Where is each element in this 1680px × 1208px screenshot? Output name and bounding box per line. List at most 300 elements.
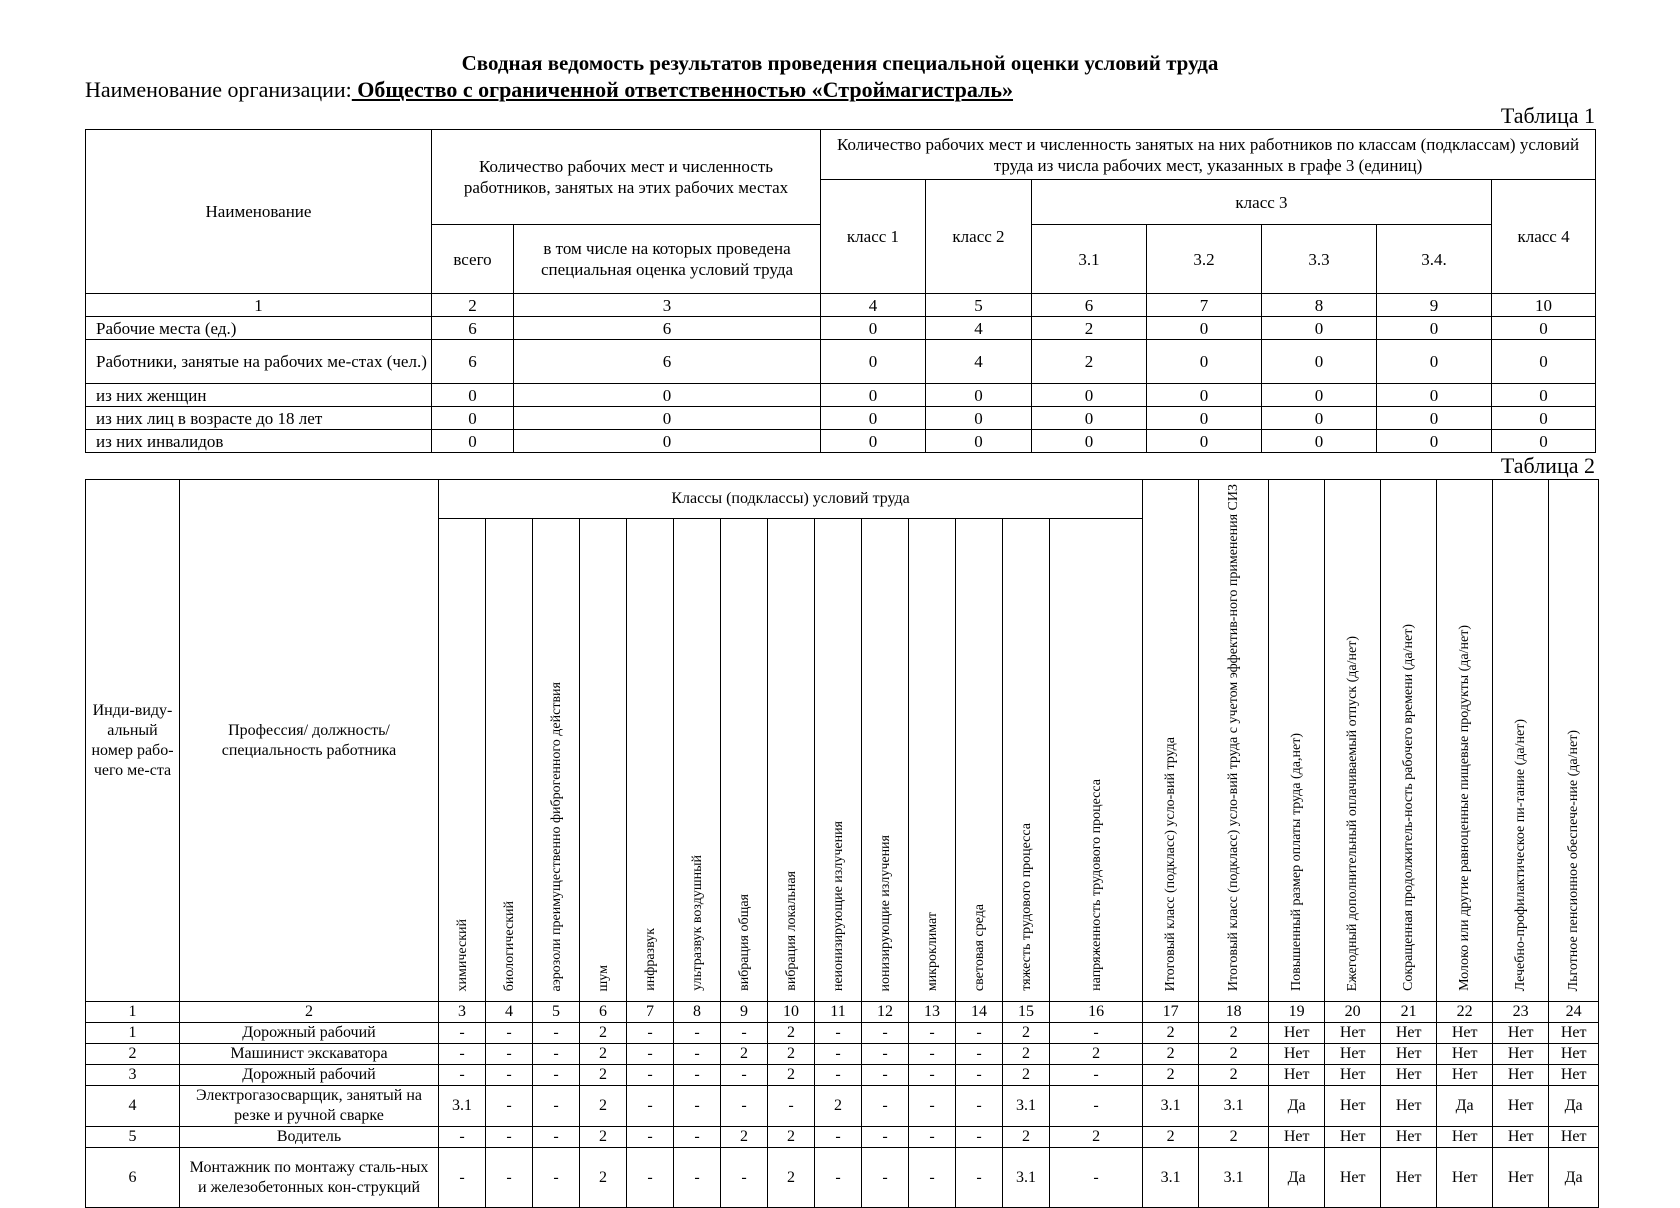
table-cell: 0: [1262, 317, 1377, 340]
table-cell: 0: [1147, 340, 1262, 384]
row-label: Работники, занятые на рабочих ме-стах (чел.): [86, 340, 432, 384]
result-header: [1493, 480, 1549, 1002]
t2-header-num: Инди-виду-альный номер рабо-чего ме-ста: [86, 480, 180, 1002]
table-cell: -: [486, 1148, 533, 1208]
table-cell: -: [815, 1023, 862, 1044]
table-cell: 0: [1492, 317, 1596, 340]
table-cell: Нет: [1381, 1065, 1437, 1086]
table-cell: Нет: [1325, 1065, 1381, 1086]
table-cell: -: [486, 1065, 533, 1086]
table-cell: 2: [1143, 1023, 1199, 1044]
row-label: из них инвалидов: [86, 430, 432, 453]
table-cell: -: [674, 1086, 721, 1127]
table-cell: -: [533, 1127, 580, 1148]
table-cell: -: [909, 1148, 956, 1208]
table-cell: 2: [1199, 1023, 1269, 1044]
table-cell: -: [674, 1044, 721, 1065]
workplace-number: 1: [86, 1023, 180, 1044]
factor-header: [1003, 518, 1050, 1001]
result-header: [1143, 480, 1199, 1002]
factor-header: [580, 518, 627, 1001]
table-cell: -: [768, 1086, 815, 1127]
factor-header-text: световая среда: [971, 904, 987, 992]
table-cell: Нет: [1325, 1148, 1381, 1208]
table-cell: -: [909, 1127, 956, 1148]
table-cell: -: [909, 1086, 956, 1127]
table-cell: 4: [926, 340, 1032, 384]
table-cell: 2: [1143, 1044, 1199, 1065]
column-number: 14: [956, 1002, 1003, 1023]
result-header-text: Льготное пенсионное обеспече-ние (да/нет): [1566, 729, 1582, 992]
table-cell: 0: [821, 384, 926, 407]
table-cell: Нет: [1493, 1148, 1549, 1208]
column-number: 13: [909, 1002, 956, 1023]
table-cell: Нет: [1493, 1023, 1549, 1044]
table-cell: 2: [721, 1044, 768, 1065]
table-cell: 0: [926, 430, 1032, 453]
table-cell: -: [674, 1023, 721, 1044]
column-number: 4: [821, 294, 926, 317]
column-number: 4: [486, 1002, 533, 1023]
table-cell: 0: [514, 384, 821, 407]
table-cell: -: [721, 1065, 768, 1086]
profession-name: Электрогазосварщик, занятый на резке и ручной сварке: [180, 1086, 439, 1127]
factor-header-text: биологический: [501, 900, 517, 992]
factor-header-text: вибрация локальная: [783, 871, 799, 992]
profession-name: Дорожный рабочий: [180, 1065, 439, 1086]
table-cell: Нет: [1325, 1044, 1381, 1065]
workplace-table: [85, 479, 1599, 1208]
table-cell: 2: [1199, 1065, 1269, 1086]
table-cell: Нет: [1269, 1023, 1325, 1044]
table-cell: 0: [1032, 407, 1147, 430]
table-cell: 4: [926, 317, 1032, 340]
table-cell: 0: [1262, 340, 1377, 384]
workplace-number: 5: [86, 1127, 180, 1148]
table-cell: 6: [432, 340, 514, 384]
table-cell: Нет: [1493, 1065, 1549, 1086]
table-cell: Нет: [1381, 1086, 1437, 1127]
table-cell: Да: [1549, 1148, 1599, 1208]
table-cell: 2: [580, 1065, 627, 1086]
table-cell: Нет: [1437, 1127, 1493, 1148]
table-cell: 2: [580, 1127, 627, 1148]
table-cell: 0: [1377, 430, 1492, 453]
profession-name: Дорожный рабочий: [180, 1023, 439, 1044]
table-cell: -: [815, 1044, 862, 1065]
t2-column-numbers: [86, 1002, 1599, 1023]
factor-header-text: аэрозоли преимущественно фиброгенного действия: [548, 681, 564, 992]
column-number: 6: [1032, 294, 1147, 317]
table-cell: Нет: [1549, 1023, 1599, 1044]
table-cell: -: [627, 1044, 674, 1065]
factor-header-text: ультразвук воздушный: [689, 855, 705, 992]
table-cell: 0: [821, 430, 926, 453]
column-number: 7: [1147, 294, 1262, 317]
column-number: 12: [862, 1002, 909, 1023]
table-cell: -: [815, 1148, 862, 1208]
table-cell: -: [862, 1065, 909, 1086]
table-cell: Нет: [1269, 1065, 1325, 1086]
table-cell: 0: [1492, 407, 1596, 430]
table-cell: 2: [815, 1086, 862, 1127]
t1-header-class4: класс 4: [1492, 180, 1596, 294]
table-cell: 2: [1199, 1127, 1269, 1148]
t1-header-3-2: 3.2: [1147, 225, 1262, 294]
table-row: [86, 1086, 1599, 1127]
workplace-number: 2: [86, 1044, 180, 1065]
column-number: 7: [627, 1002, 674, 1023]
table-cell: -: [674, 1065, 721, 1086]
table-cell: -: [627, 1023, 674, 1044]
column-number: 1: [86, 294, 432, 317]
table-cell: Да: [1437, 1086, 1493, 1127]
table-cell: 2: [1003, 1065, 1050, 1086]
result-header-text: Ежегодный дополнительный оплачиваемый отпуск (да/нет): [1345, 635, 1361, 992]
table-cell: 6: [514, 340, 821, 384]
table-cell: -: [1050, 1065, 1143, 1086]
t1-header-name: Наименование: [86, 130, 432, 294]
factor-header: [486, 518, 533, 1001]
table-cell: Да: [1269, 1148, 1325, 1208]
table-cell: 3.1: [1003, 1086, 1050, 1127]
column-number: 19: [1269, 1002, 1325, 1023]
t1-header-classes: Количество рабочих мест и численность занятых на них работников по классам (подклассам) условий труда из числа рабочих мест, указанных в графе 3 (единиц): [821, 130, 1596, 180]
factor-header-text: химический: [454, 918, 470, 992]
column-number: 21: [1381, 1002, 1437, 1023]
table-cell: 2: [1050, 1127, 1143, 1148]
t1-header-class2: класс 2: [926, 180, 1032, 294]
column-number: 20: [1325, 1002, 1381, 1023]
factor-header: [862, 518, 909, 1001]
result-header-text: Итоговый класс (подкласс) усло-вий труда: [1163, 736, 1179, 992]
table-cell: Нет: [1493, 1044, 1549, 1065]
row-label: Рабочие места (ед.): [86, 317, 432, 340]
table-cell: 3.1: [1003, 1148, 1050, 1208]
table-cell: -: [486, 1086, 533, 1127]
factor-header: [674, 518, 721, 1001]
table-cell: 0: [1147, 317, 1262, 340]
column-number: 8: [674, 1002, 721, 1023]
column-number: 17: [1143, 1002, 1199, 1023]
table-cell: 2: [1143, 1065, 1199, 1086]
table-cell: -: [862, 1148, 909, 1208]
table-cell: 0: [821, 317, 926, 340]
table-cell: Нет: [1549, 1065, 1599, 1086]
table-cell: -: [486, 1023, 533, 1044]
table-cell: -: [439, 1023, 486, 1044]
table-cell: -: [721, 1023, 768, 1044]
table-cell: 6: [514, 317, 821, 340]
table-cell: 0: [1377, 407, 1492, 430]
table-cell: -: [533, 1023, 580, 1044]
factor-header-text: напряженность трудового процесса: [1088, 779, 1104, 992]
factor-header: [439, 518, 486, 1001]
profession-name: Монтажник по монтажу сталь-ных и железобетонных кон-струкций: [180, 1148, 439, 1208]
profession-name: Водитель: [180, 1127, 439, 1148]
table-cell: 2: [1003, 1023, 1050, 1044]
column-number: 1: [86, 1002, 180, 1023]
table-cell: -: [439, 1044, 486, 1065]
workplace-number: 4: [86, 1086, 180, 1127]
result-header: [1437, 480, 1493, 1002]
column-number: 8: [1262, 294, 1377, 317]
table-cell: -: [956, 1148, 1003, 1208]
table-cell: -: [627, 1086, 674, 1127]
table-cell: -: [862, 1023, 909, 1044]
column-number: 10: [1492, 294, 1596, 317]
column-number: 3: [514, 294, 821, 317]
t2-header-profession: Профессия/ должность/ специальность работника: [180, 480, 439, 1002]
table-cell: 0: [514, 407, 821, 430]
table2-caption: Таблица 2: [1500, 453, 1595, 478]
table-cell: 2: [1199, 1044, 1269, 1065]
organization-name: Общество с ограниченной ответственностью «Строймагистраль»: [351, 77, 1014, 102]
table-cell: 2: [580, 1148, 627, 1208]
workplace-number: 3: [86, 1065, 180, 1086]
column-number: 6: [580, 1002, 627, 1023]
table-cell: 0: [1262, 384, 1377, 407]
table-cell: 0: [1377, 317, 1492, 340]
document-page: [85, 50, 1595, 1208]
table-cell: Да: [1269, 1086, 1325, 1127]
table-cell: 2: [580, 1023, 627, 1044]
factor-header-text: инфразвук: [642, 928, 658, 992]
organization-label: Наименование организации:: [85, 77, 352, 102]
t1-header-class3: класс 3: [1032, 180, 1492, 225]
table-cell: 2: [580, 1086, 627, 1127]
table-cell: Нет: [1493, 1127, 1549, 1148]
table-cell: 0: [1147, 407, 1262, 430]
table-cell: -: [721, 1086, 768, 1127]
result-header: [1381, 480, 1437, 1002]
factor-header: [1050, 518, 1143, 1001]
table-cell: -: [956, 1127, 1003, 1148]
result-header-text: Лечебно-профилактическое пи-тание (да/нет): [1513, 718, 1529, 992]
t1-header-total: всего: [432, 225, 514, 294]
table-row: [86, 1127, 1599, 1148]
table-cell: Нет: [1437, 1044, 1493, 1065]
column-number: 3: [439, 1002, 486, 1023]
column-number: 9: [721, 1002, 768, 1023]
table-cell: 0: [432, 384, 514, 407]
result-header: [1549, 480, 1599, 1002]
table-cell: 2: [768, 1044, 815, 1065]
factor-header: [768, 518, 815, 1001]
column-number: 16: [1050, 1002, 1143, 1023]
table-cell: 3.1: [1143, 1148, 1199, 1208]
table1-caption: Таблица 1: [1500, 103, 1595, 128]
row-label: из них лиц в возрасте до 18 лет: [86, 407, 432, 430]
column-number: 10: [768, 1002, 815, 1023]
table-cell: 0: [1262, 430, 1377, 453]
factor-header: [533, 518, 580, 1001]
table-cell: -: [956, 1086, 1003, 1127]
table-cell: Нет: [1325, 1023, 1381, 1044]
column-number: 11: [815, 1002, 862, 1023]
table-cell: 0: [1262, 407, 1377, 430]
result-header-text: Молоко или другие равноценные пищевые продукты (да/нет): [1457, 625, 1473, 992]
table-cell: -: [533, 1065, 580, 1086]
workplace-number: 6: [86, 1148, 180, 1208]
row-label: из них женщин: [86, 384, 432, 407]
document-title: Сводная ведомость результатов проведения специальной оценки условий труда: [461, 51, 1219, 75]
table-row: [86, 317, 1596, 340]
factor-header: [956, 518, 1003, 1001]
t1-header-count: Количество рабочих мест и численность работников, занятых на этих рабочих местах: [432, 130, 821, 225]
table-cell: 0: [1032, 430, 1147, 453]
table-cell: 2: [768, 1023, 815, 1044]
table-cell: 0: [926, 384, 1032, 407]
factor-header: [815, 518, 862, 1001]
table-cell: 0: [1377, 340, 1492, 384]
table-cell: -: [439, 1148, 486, 1208]
table-cell: 0: [821, 340, 926, 384]
profession-name: Машинист экскаватора: [180, 1044, 439, 1065]
table-cell: Нет: [1437, 1023, 1493, 1044]
factor-header: [909, 518, 956, 1001]
column-number: 2: [180, 1002, 439, 1023]
column-number: 15: [1003, 1002, 1050, 1023]
table-cell: Нет: [1269, 1044, 1325, 1065]
result-header-text: Сокращенная продолжитель-ность рабочего времени (да/нет): [1401, 624, 1417, 992]
table-cell: -: [533, 1086, 580, 1127]
table-row: [86, 1023, 1599, 1044]
table-cell: -: [909, 1065, 956, 1086]
table-cell: Нет: [1381, 1023, 1437, 1044]
column-number: 24: [1549, 1002, 1599, 1023]
table-cell: 2: [768, 1127, 815, 1148]
table-cell: 2: [1143, 1127, 1199, 1148]
table-cell: -: [862, 1086, 909, 1127]
table-cell: Нет: [1325, 1086, 1381, 1127]
table-cell: -: [533, 1044, 580, 1065]
table-cell: -: [956, 1065, 1003, 1086]
result-header-text: Итоговый класс (подкласс) усло-вий труда с учетом эффектив-ного применения СИЗ: [1226, 484, 1242, 992]
table-row: [86, 384, 1596, 407]
t1-header-class1: класс 1: [821, 180, 926, 294]
table-cell: -: [674, 1127, 721, 1148]
table-cell: 0: [926, 407, 1032, 430]
table-row: [86, 1044, 1599, 1065]
table-cell: Нет: [1381, 1127, 1437, 1148]
table-cell: 0: [1032, 384, 1147, 407]
table-cell: 2: [721, 1127, 768, 1148]
column-number: 5: [533, 1002, 580, 1023]
factor-header-text: ионизирующие излучения: [877, 834, 893, 992]
column-number: 22: [1437, 1002, 1493, 1023]
table-cell: -: [956, 1023, 1003, 1044]
table-cell: 0: [514, 430, 821, 453]
table-row: [86, 340, 1596, 384]
t1-column-numbers: [86, 294, 1596, 317]
factor-header-text: вибрация общая: [736, 894, 752, 992]
factor-header: [627, 518, 674, 1001]
table-cell: Нет: [1493, 1086, 1549, 1127]
table-cell: -: [721, 1148, 768, 1208]
table-cell: 0: [1492, 384, 1596, 407]
table-cell: Нет: [1437, 1065, 1493, 1086]
table-cell: -: [815, 1127, 862, 1148]
table-cell: -: [1050, 1023, 1143, 1044]
result-header-text: Повышенный размер оплаты труда (да,нет): [1289, 733, 1305, 992]
result-header: [1325, 480, 1381, 1002]
table-cell: -: [956, 1044, 1003, 1065]
table-cell: 2: [768, 1065, 815, 1086]
table-cell: 6: [432, 317, 514, 340]
t1-header-3-1: 3.1: [1032, 225, 1147, 294]
table-cell: Да: [1549, 1086, 1599, 1127]
table-cell: -: [815, 1065, 862, 1086]
column-number: 18: [1199, 1002, 1269, 1023]
table-cell: Нет: [1381, 1044, 1437, 1065]
table-cell: -: [486, 1127, 533, 1148]
table-cell: 3.1: [1199, 1148, 1269, 1208]
table-cell: -: [1050, 1148, 1143, 1208]
table-cell: -: [909, 1044, 956, 1065]
column-number: 9: [1377, 294, 1492, 317]
table-cell: 2: [580, 1044, 627, 1065]
table-cell: -: [627, 1127, 674, 1148]
t1-header-assessed: в том числе на которых проведена специальная оценка условий труда: [514, 225, 821, 294]
table-cell: Нет: [1325, 1127, 1381, 1148]
factor-header-text: тяжесть трудового процесса: [1018, 823, 1034, 992]
table-cell: -: [627, 1148, 674, 1208]
factor-header-text: микроклимат: [924, 911, 940, 992]
table-cell: 0: [1492, 340, 1596, 384]
factor-header-text: шум: [595, 964, 611, 992]
table-cell: 2: [1050, 1044, 1143, 1065]
table-cell: -: [439, 1127, 486, 1148]
factor-header-text: неионизирующие излучения: [830, 820, 846, 992]
table-cell: -: [1050, 1086, 1143, 1127]
table-cell: Нет: [1549, 1127, 1599, 1148]
table-row: [86, 1065, 1599, 1086]
table-cell: 3.1: [439, 1086, 486, 1127]
column-number: 23: [1493, 1002, 1549, 1023]
table-cell: -: [862, 1127, 909, 1148]
table-cell: 0: [432, 430, 514, 453]
table-cell: 2: [1003, 1044, 1050, 1065]
table-cell: -: [439, 1065, 486, 1086]
organization-line: [85, 76, 1595, 103]
table-cell: 0: [1147, 384, 1262, 407]
table-cell: -: [486, 1044, 533, 1065]
table-row: [86, 430, 1596, 453]
table-cell: Нет: [1381, 1148, 1437, 1208]
t1-header-3-3: 3.3: [1262, 225, 1377, 294]
t1-header-3-4: 3.4.: [1377, 225, 1492, 294]
table-cell: -: [674, 1148, 721, 1208]
table-cell: 0: [1492, 430, 1596, 453]
table-cell: -: [627, 1065, 674, 1086]
table-cell: 2: [1032, 317, 1147, 340]
table-cell: -: [909, 1023, 956, 1044]
factor-header: [721, 518, 768, 1001]
table-cell: Нет: [1437, 1148, 1493, 1208]
table-cell: 2: [1003, 1127, 1050, 1148]
result-header: [1199, 480, 1269, 1002]
table-cell: Нет: [1549, 1044, 1599, 1065]
table-cell: -: [862, 1044, 909, 1065]
t2-header-classes: Классы (подклассы) условий труда: [439, 480, 1143, 519]
column-number: 2: [432, 294, 514, 317]
table-cell: 3.1: [1199, 1086, 1269, 1127]
table-cell: 0: [432, 407, 514, 430]
table-row: [86, 407, 1596, 430]
summary-table: [85, 129, 1596, 453]
table-cell: 3.1: [1143, 1086, 1199, 1127]
